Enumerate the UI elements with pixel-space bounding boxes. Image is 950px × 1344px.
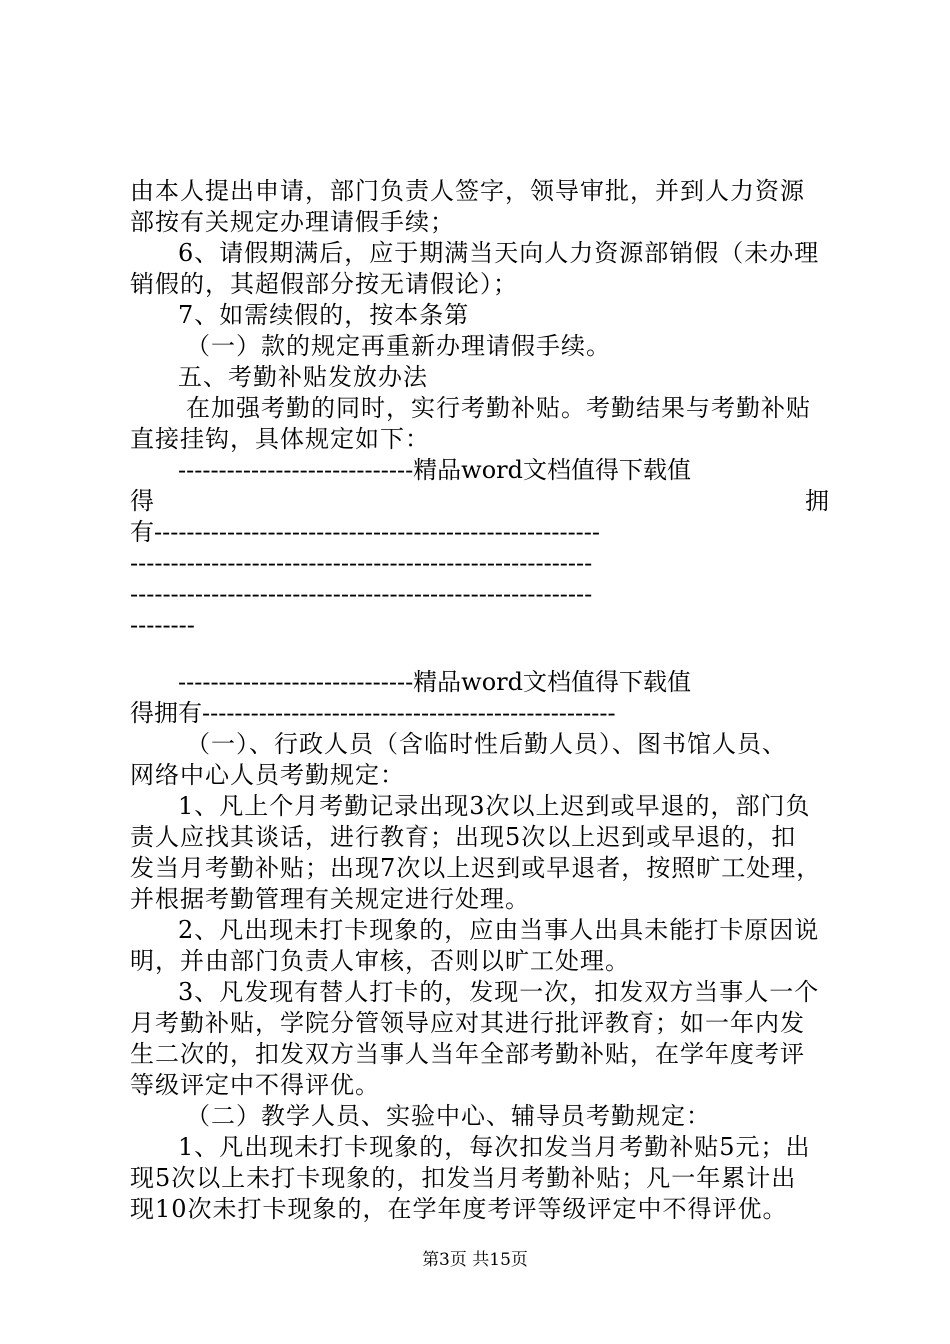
paragraph-line: （一）款的规定再重新办理请假手续。 (186, 332, 611, 360)
paragraph-line: 并根据考勤管理有关规定进行处理。 (130, 885, 530, 913)
page-footer: 第3页 共15页 (422, 1250, 528, 1270)
spacer (130, 641, 830, 667)
paragraph-line: 现5次以上未打卡现象的，扣发当月考勤补贴；凡一年累计出 (130, 1164, 797, 1192)
paragraph-line: 责人应找其谈话，进行教育；出现5次以上迟到或早退的，扣 (130, 823, 797, 851)
watermark-line (130, 486, 830, 517)
watermark-line: --------------------------------------------------------- (130, 549, 593, 577)
watermark-line: -----------------------------精品word文档值得下载值 (178, 668, 691, 696)
watermark-line: -------- (130, 611, 195, 639)
paragraph-line: 发当月考勤补贴；出现7次以上迟到或早退者，按照旷工处理， (130, 854, 822, 882)
paragraph-line: 2、凡出现未打卡现象的，应由当事人出具未能打卡原因说 (178, 916, 820, 944)
paragraph-line: 生二次的，扣发双方当事人当年全部考勤补贴，在学年度考评 (130, 1040, 805, 1068)
watermark-right-char: 拥 (805, 487, 830, 515)
paragraph-line: 现10次未打卡现象的，在学年度考评等级评定中不得评优。 (130, 1195, 788, 1223)
paragraph-line: 直接挂钩，具体规定如下： (130, 425, 430, 453)
paragraph-line: 6、请假期满后，应于期满当天向人力资源部销假（未办理 (178, 239, 820, 267)
paragraph-line: 7、如需续假的，按本条第 (178, 301, 470, 329)
watermark-line: --------------------------------------------------------- (130, 580, 593, 608)
paragraph-line: 等级评定中不得评优。 (130, 1071, 380, 1099)
paragraph-line: 明，并由部门负责人审核，否则以旷工处理。 (130, 947, 630, 975)
paragraph-line: 1、凡出现未打卡现象的，每次扣发当月考勤补贴5元；出 (178, 1133, 811, 1161)
paragraph-line: 由本人提出申请，部门负责人签字，领导审批，并到人力资源 (130, 177, 805, 205)
section-heading: （二）教学人员、实验中心、辅导员考勤规定： (186, 1102, 711, 1130)
document-body (130, 176, 830, 1225)
paragraph-line: 销假的，其超假部分按无请假论）； (130, 270, 518, 298)
watermark-line: 有------------------------------------------------------- (130, 518, 601, 546)
section-heading: （一）、行政人员（含临时性后勤人员）、图书馆人员、 (186, 730, 787, 758)
paragraph-line: 月考勤补贴，学院分管领导应对其进行批评教育；如一年内发 (130, 1009, 805, 1037)
paragraph-line: 3、凡发现有替人打卡的，发现一次，扣发双方当事人一个 (178, 978, 820, 1006)
paragraph-line: 在加强考勤的同时，实行考勤补贴。考勤结果与考勤补贴 (186, 394, 811, 422)
watermark-line: 得拥有--------------------------------------------------- (130, 699, 616, 727)
paragraph-line: 网络中心人员考勤规定： (130, 761, 405, 789)
paragraph-line: 1、凡上个月考勤记录出现3次以上迟到或早退的，部门负 (178, 792, 811, 820)
section-heading: 五、考勤补贴发放办法 (178, 363, 428, 391)
paragraph-line: 部按有关规定办理请假手续； (130, 208, 455, 236)
watermark-line: -----------------------------精品word文档值得下载值 (178, 456, 691, 484)
watermark-left-char: 得 (130, 487, 155, 515)
